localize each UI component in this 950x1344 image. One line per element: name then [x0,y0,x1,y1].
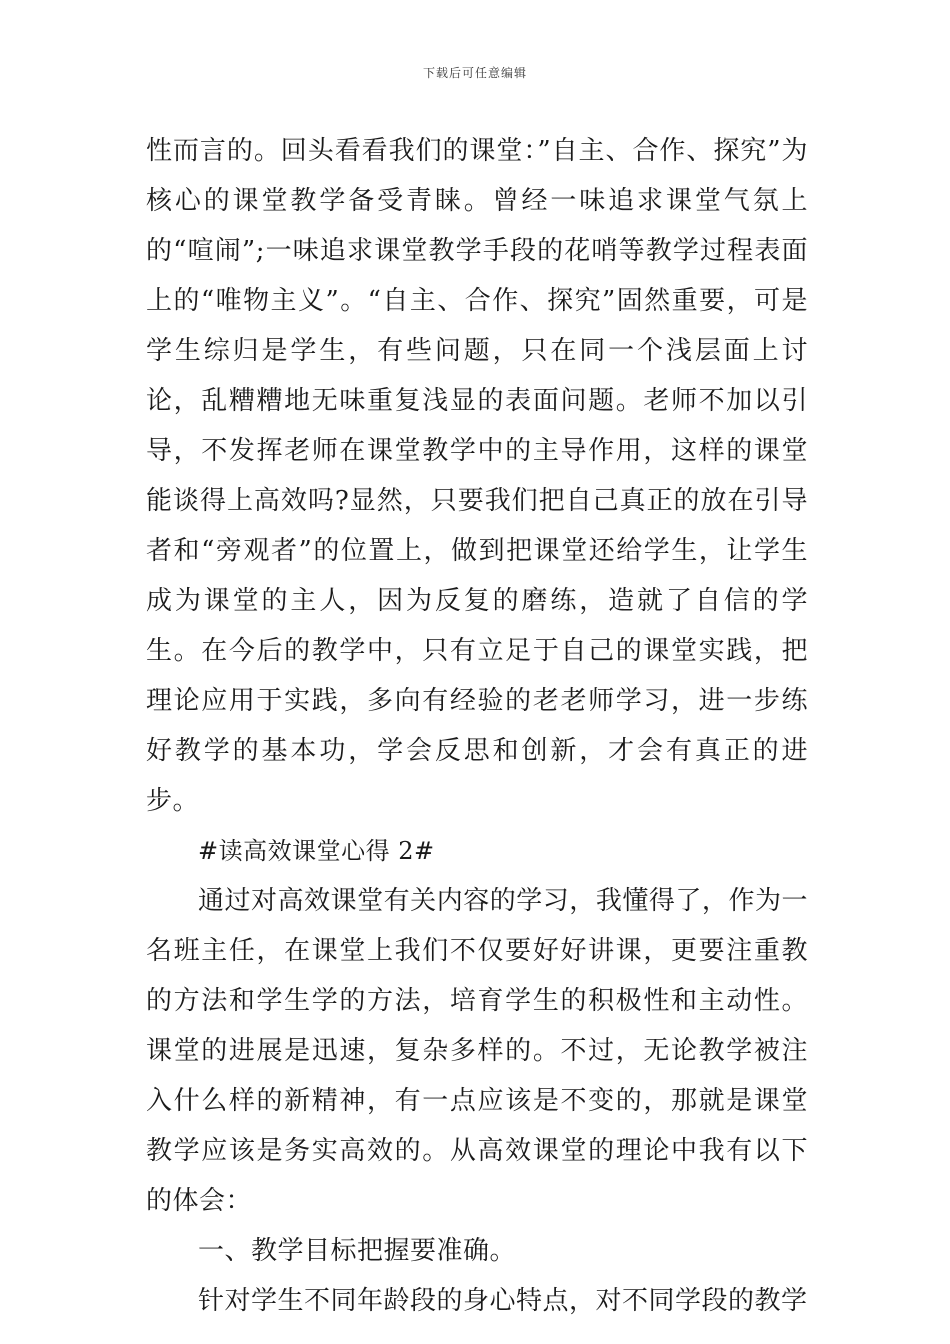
paragraph-intro: 通过对高效课堂有关内容的学习，我懂得了，作为一名班主任，在课堂上我们不仅要好好讲课，更要注重教的方法和学生学的方法，培育学生的积极性和主动性。课堂的进展是迅速，复杂多样的。不过，无论教学被注入什么样的新精神，有一点应该是不变的，那就是课堂教学应该是务实高效的。从高效课堂的理论中我有以下的体会： [146,886,808,1216]
section-heading: #读高效课堂心得 2# [198,837,435,865]
paragraph-continuation: 性而言的。回头看看我们的课堂：”自主、合作、探究”为核心的课堂教学备受青睐。曾经一味追求课堂气氛上的“喧闹”;一味追求课堂教学手段的花哨等教学过程表面上的“唯物主义”。“自主、合作、探究”固然重要，可是学生综归是学生，有些问题，只在同一个浅层面上讨论，乱糟糟地无味重复浅显的表面问题。老师不加以引导，不发挥老师在课堂教学中的主导作用，这样的课堂能谈得上高效吗?显然，只要我们把自己真正的放在引导者和“旁观者”的位置上，做到把课堂还给学生，让学生成为课堂的主人，因为反复的磨练，造就了自信的学生。在今后的教学中，只有立足于自己的课堂实践，把理论应用于实践，多向有经验的老老师学习，进一步练好教学的基本功，学会反思和创新，才会有真正的进步。 [146,136,808,816]
paragraph-point-one: 一、教学目标把握要准确。 [198,1236,517,1266]
paragraph-point-one-body: 针对学生不同年龄段的身心特点，对不同学段的教学 [198,1286,808,1316]
document-body [146,126,808,1326]
page-header: 下载后可任意编辑 [422,66,527,80]
